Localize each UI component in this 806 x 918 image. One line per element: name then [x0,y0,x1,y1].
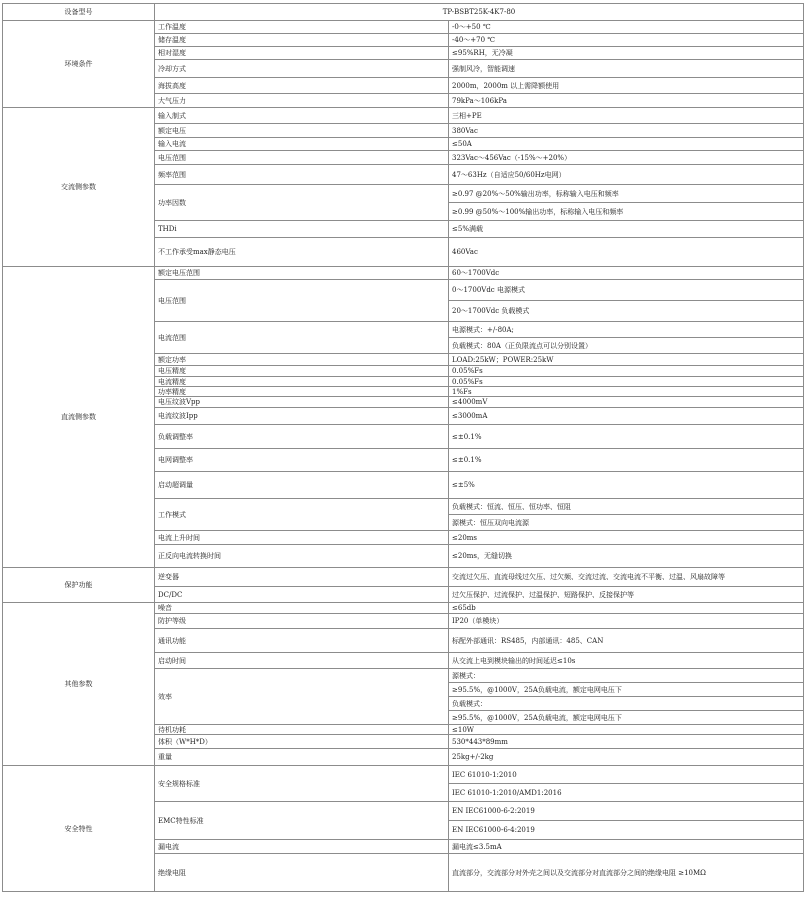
parameter-name: 绝缘电阻 [155,854,449,892]
parameter-value: 直流部分，交流部分对外壳之间以及交流部分对直流部分之间的绝缘电阻 ≥10MΩ [449,854,804,892]
parameter-value: ≤50A [449,138,804,151]
parameter-name: 电压精度 [155,366,449,377]
parameter-value: 0～1700Vdc 电源模式 [449,280,804,301]
section-title: 交流侧参数 [3,108,155,267]
parameter-value: ≤95%RH，无冷凝 [449,47,804,60]
parameter-value: 1%Fs [449,387,804,397]
parameter-value: 漏电流≤3.5mA [449,840,804,854]
parameter-value: 60～1700Vdc [449,267,804,280]
parameter-name: 功率精度 [155,387,449,397]
parameter-value: ≤±0.1% [449,425,804,449]
parameter-name: 电流上升时间 [155,531,449,545]
spec-row [3,21,804,34]
parameter-value: 负载模式： [449,697,804,711]
parameter-name: 电压纹波Vpp [155,397,449,408]
parameter-value: ≤20ms，无缝切换 [449,545,804,568]
parameter-value: 负载模式：恒流、恒压、恒功率、恒阻 [449,499,804,515]
parameter-name: 漏电流 [155,840,449,854]
parameter-value: IEC 61010-1:2010/AMD1:2016 [449,784,804,802]
parameter-name: 频率范围 [155,165,449,185]
parameter-name: 电压范围 [155,280,449,322]
parameter-value: EN IEC61000-6-2:2019 [449,802,804,821]
parameter-name: 额定电压 [155,124,449,138]
parameter-value: 源模式：恒压双向电流源 [449,515,804,531]
parameter-name: 效率 [155,669,449,725]
parameter-name: 待机功耗 [155,725,449,735]
parameter-name: 重量 [155,749,449,766]
parameter-name: 安全规格标准 [155,766,449,802]
parameter-value: 323Vac～456Vac（-15%～+20%） [449,151,804,165]
parameter-name: 逆变器 [155,568,449,587]
spec-row [3,568,804,587]
parameter-value: 380Vac [449,124,804,138]
parameter-value: EN IEC61000-6-4:2019 [449,821,804,840]
parameter-name: DC/DC [155,587,449,603]
parameter-name: 输入电流 [155,138,449,151]
parameter-value: IP20（单模块） [449,614,804,629]
parameter-value: 强制风冷，智能调速 [449,60,804,78]
parameter-value: ≤±0.1% [449,449,804,472]
parameter-name: 防护等级 [155,614,449,629]
parameter-name: 海拔高度 [155,78,449,94]
parameter-value: 0.05%Fs [449,377,804,387]
parameter-value: 25kg+/-2kg [449,749,804,766]
parameter-name: 负载调整率 [155,425,449,449]
parameter-value: ≤±5% [449,472,804,499]
parameter-name: 电流范围 [155,322,449,354]
section-title: 环境条件 [3,21,155,108]
parameter-name: 电压范围 [155,151,449,165]
parameter-name: 储存温度 [155,34,449,47]
section-title: 其他参数 [3,603,155,766]
parameter-value: ≤3000mA [449,408,804,425]
parameter-name: 额定功率 [155,354,449,366]
parameter-value: 2000m，2000m 以上需降额使用 [449,78,804,94]
parameter-name: 大气压力 [155,94,449,108]
spec-row [3,108,804,124]
parameter-value: 460Vac [449,238,804,267]
spec-row [3,267,804,280]
parameter-value: ≤65db [449,603,804,614]
parameter-value: 0.05%Fs [449,366,804,377]
parameter-value: -0～+50 ℃ [449,21,804,34]
parameter-value: 从交流上电到模块输出的时间延迟≤10s [449,653,804,669]
parameter-name: 噪音 [155,603,449,614]
parameter-value: LOAD:25kW；POWER:25kW [449,354,804,366]
parameter-value: 过欠压保护、过流保护、过温保护、短路保护、反接保护等 [449,587,804,603]
parameter-value: ≤4000mV [449,397,804,408]
parameter-name: 体积（W*H*D） [155,735,449,749]
spec-row [3,603,804,614]
parameter-value: 三相+PE [449,108,804,124]
parameter-name: 电网调整率 [155,449,449,472]
parameter-name: 启动时间 [155,653,449,669]
parameter-name: 电流精度 [155,377,449,387]
parameter-name: EMC特性标准 [155,802,449,840]
model-label: 设备型号 [3,4,155,21]
parameter-value: 47～63Hz（自适应50/60Hz电网） [449,165,804,185]
parameter-value: IEC 61010-1:2010 [449,766,804,784]
parameter-name: 正反向电流转换时间 [155,545,449,568]
section-title: 直流侧参数 [3,267,155,568]
parameter-name: 工作模式 [155,499,449,531]
parameter-value: 标配外部通讯：RS485，内部通讯：485、CAN [449,629,804,653]
parameter-value: ≥0.97 @20%～50%输出功率，标称输入电压和频率 [449,185,804,203]
parameter-name: 输入制式 [155,108,449,124]
parameter-name: 启动超调量 [155,472,449,499]
parameter-value: ≥0.99 @50%～100%输出功率，标称输入电压和频率 [449,203,804,221]
parameter-value: 交流过欠压、直流母线过欠压、过欠频、交流过流、交流电流不平衡、过温、风扇故障等 [449,568,804,587]
parameter-name: 额定电压范围 [155,267,449,280]
model-value: TP-BSBT25K-4K7-80 [155,4,804,21]
parameter-value: 79kPa～106kPa [449,94,804,108]
parameter-name: 通讯功能 [155,629,449,653]
parameter-value: ≤20ms [449,531,804,545]
parameter-value: ≥95.5%，@1000V，25A负载电流，额定电网电压下 [449,711,804,725]
parameter-name: 功率因数 [155,185,449,221]
parameter-value: ≤10W [449,725,804,735]
parameter-value: 电源模式：+/-80A; [449,322,804,338]
parameter-value: 530*443*89mm [449,735,804,749]
parameter-name: 不工作承受max静态电压 [155,238,449,267]
model-row [3,4,804,21]
section-title: 安全特性 [3,766,155,892]
section-title: 保护功能 [3,568,155,603]
parameter-name: 冷却方式 [155,60,449,78]
parameter-value: ≥95.5%，@1000V，25A负载电流，额定电网电压下 [449,683,804,697]
parameter-value: ≤5%满载 [449,221,804,238]
parameter-name: 相对湿度 [155,47,449,60]
parameter-name: THDi [155,221,449,238]
parameter-name: 工作温度 [155,21,449,34]
parameter-value: 负载模式：80A（正负限流点可以分别设置） [449,338,804,354]
parameter-value: -40～+70 ℃ [449,34,804,47]
spec-row [3,766,804,784]
parameter-value: 20～1700Vdc 负载模式 [449,301,804,322]
spec-table [2,3,804,892]
parameter-name: 电流纹波Ipp [155,408,449,425]
parameter-value: 源模式： [449,669,804,683]
